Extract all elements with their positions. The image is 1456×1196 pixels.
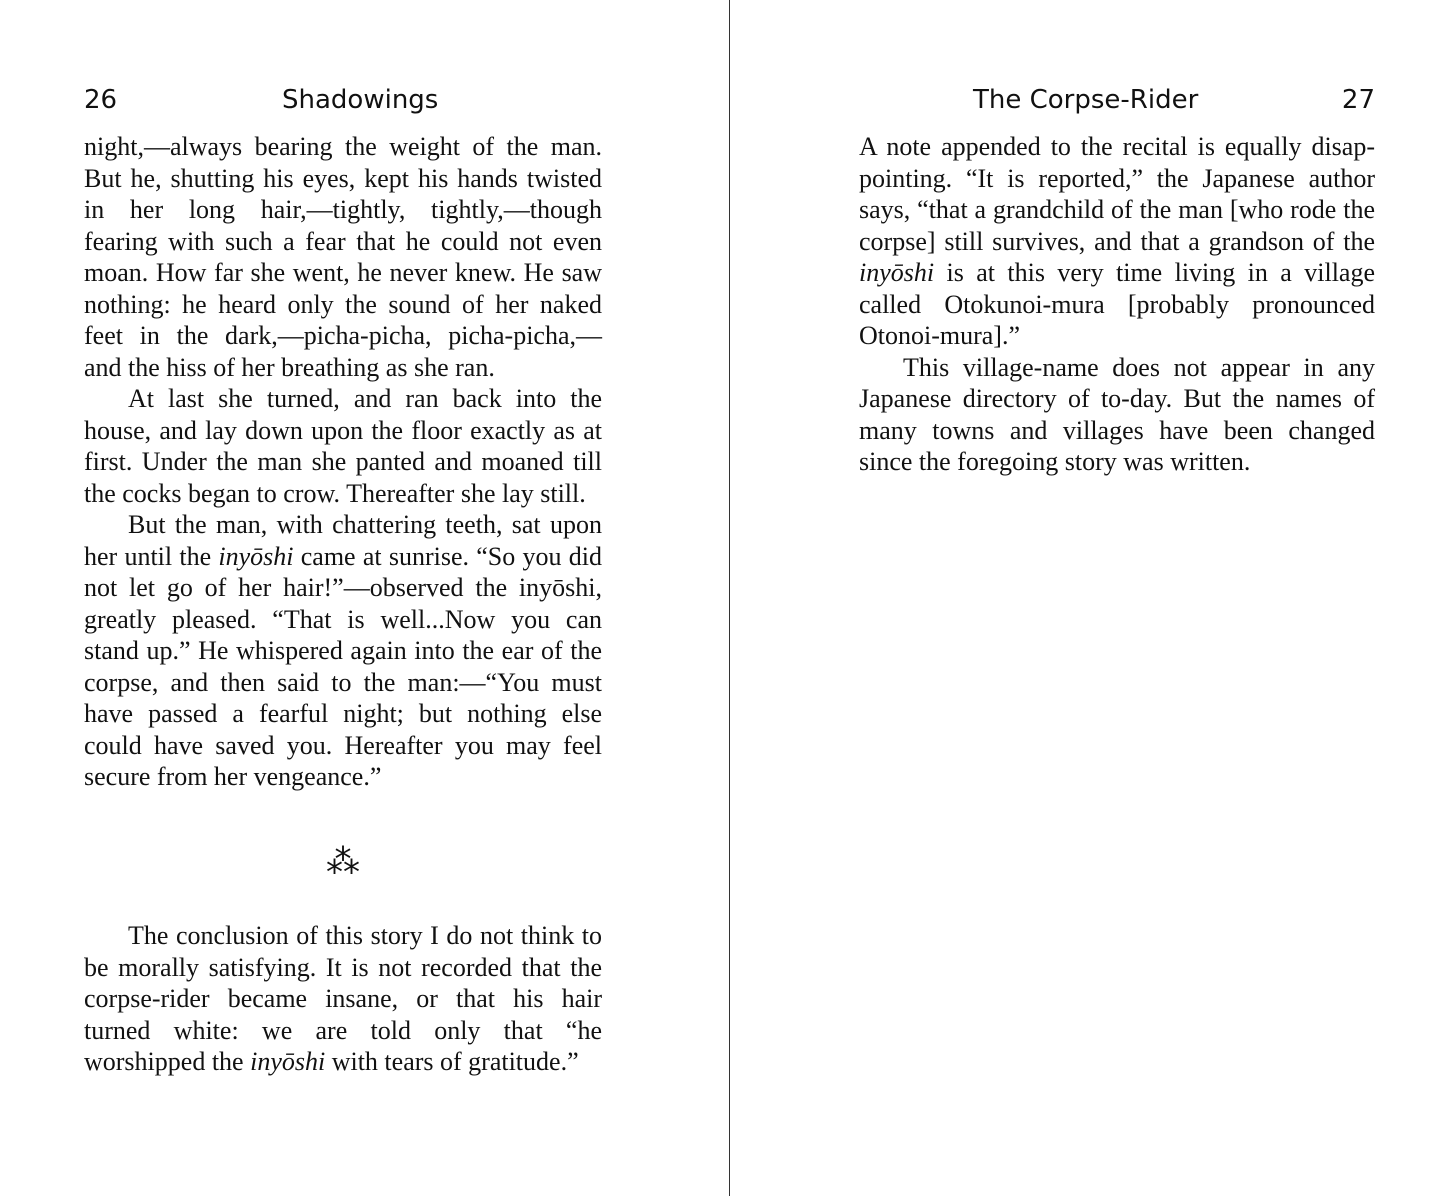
right-page-number: 27 [1341, 85, 1375, 115]
left-running-head [84, 80, 602, 120]
italic-term: inyōshi [218, 541, 294, 571]
right-page [731, 0, 1456, 1196]
italic-term: inyōshi [250, 1047, 326, 1076]
left-paragraph-2: At last she turned, and ran back into the house, and lay down upon the floor exactly as at first. Under the man she panted and moaned till the cocks began to crow. Thereafter she lay still. [84, 384, 602, 508]
right-paragraph-1: A note appended to the recital is equally disappointing. “It is reported,” the Japanese author says, “that a grandchild of the man [who rode the corpse] still survives, and that a grandson of the inyōshi is at this very time living in a village called Otokunoi-mura [probably pronounced Otonoi-mura].” [859, 132, 1375, 350]
left-paragraph-4: The conclusion of this story I do not think to be morally satisfying. It is not recorded that the corpse-rider became insane, or that his hair turned white: we are told only that “he worshipped the inyōshi with tears of gratitude.” [84, 921, 602, 1076]
italic-term: inyōshi [859, 258, 935, 287]
right-running-title: The Corpse-Rider [973, 85, 1199, 115]
section-break-asterism: ⁂ [326, 842, 360, 882]
left-body-text [84, 131, 602, 793]
left-running-title: Shadowings [282, 85, 439, 115]
right-running-head [859, 80, 1375, 120]
left-paragraph-1: night,—always bearing the weight of the man. But he, shutting his eyes, kept his hands twisted in her long hair,—tightly, tightly,—though fearing with such a fear that he could not even moan. How far she went, he never knew. He saw nothing: he heard only the sound of her naked feet in the dark,—picha-picha, picha-picha,— and the hiss of her breathing as she ran. [84, 132, 602, 382]
left-paragraph-3: But the man, with chattering teeth, sat upon her until the inyōshi came at sunrise. “So you did not let go of her hair!”—observed the inyōshi, greatly pleased. “That is well...Now you can stand up.” He whispered again into the ear of the corpse, and then said to the man:—“You must have passed a fearful night; but nothing else could have saved you. Hereafter you may feel secure from her vengeance.” [84, 510, 602, 791]
page-gutter-divider [729, 0, 730, 1196]
left-body-text-after-break [84, 920, 602, 1078]
left-page-number: 26 [84, 85, 118, 115]
right-paragraph-2: This village-name does not appear in any Japanese directory of to-day. But the names of many towns and villages have been changed since the foregoing story was written. [859, 352, 1375, 476]
right-body-text [859, 131, 1375, 478]
